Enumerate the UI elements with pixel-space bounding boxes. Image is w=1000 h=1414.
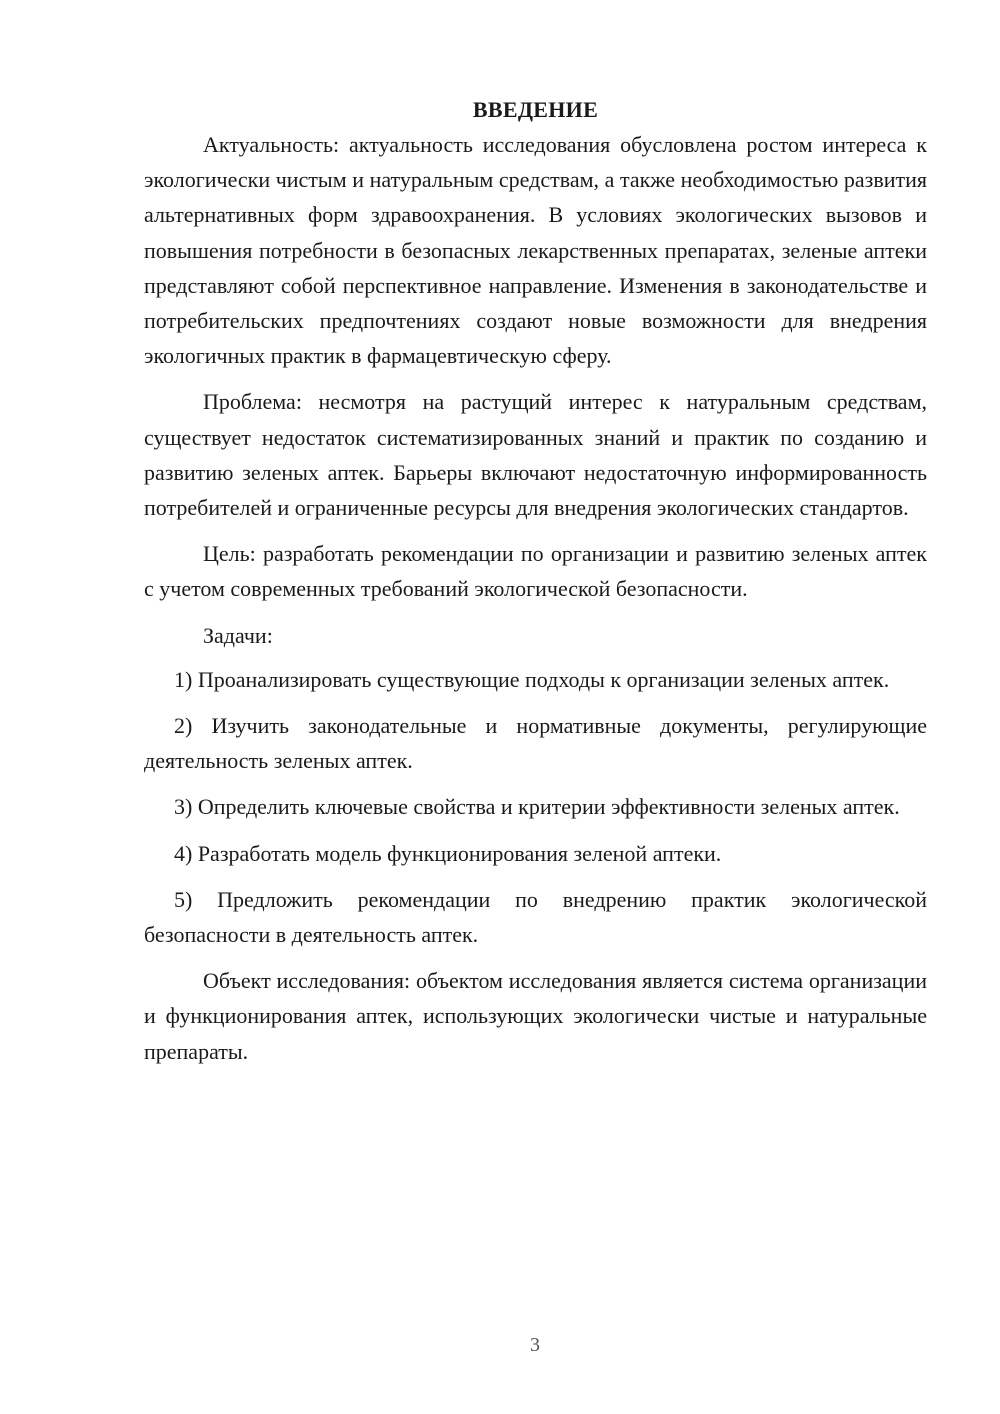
task-item-2: 2) Изучить законодательные и нормативные документы, регулирующие деятельность зеленых аптек. — [144, 713, 927, 774]
task-item-5: 5) Предложить рекомендации по внедрению практик экологической безопасности в деятельность аптек. — [144, 886, 927, 948]
goal-paragraph: Цель: разработать рекомендации по организации и развитию зеленых аптек с учетом современных требований экологической безопасности. — [144, 541, 927, 602]
section-title: ВВЕДЕНИЕ — [472, 97, 599, 122]
problem-paragraph: Проблема: несмотря на растущий интерес к натуральным средствам, существует недостаток систематизированных знаний и практик по созданию и развитию зеленых аптек. Барьеры включают недостаточную информированность потребителей и ограниченные ресурсы для внедрения экологических стандартов. — [144, 389, 927, 521]
page-number: 3 — [530, 1334, 540, 1356]
task-item-1: 1) Проанализировать существующие подходы к организации зеленых аптек. — [174, 666, 890, 692]
task-item-4: 4) Разработать модель функционирования зеленой аптеки. — [174, 840, 722, 866]
relevance-paragraph: Актуальность: актуальность исследования обусловлена ростом интереса к экологически чистым и натуральным средствам, а также необходимостью развития альтернативных форм здравоохранения. В условиях экологических вызовов и повышения потребности в безопасных лекарственных препаратах, зеленые аптеки представляют собой перспективное направление. Изменения в законодательстве и потребительских предпочтениях создают новые возможности для внедрения экологичных практик в фармацевтическую сферу. — [144, 132, 927, 369]
tasks-heading: Задачи: — [203, 622, 273, 648]
document-page — [144, 92, 927, 1080]
object-paragraph: Объект исследования: объектом исследования является система организации и функционирования аптек, использующих экологически чистые и натуральные препараты. — [144, 968, 927, 1064]
task-item-3: 3) Определить ключевые свойства и критерии эффективности зеленых аптек. — [174, 794, 900, 820]
